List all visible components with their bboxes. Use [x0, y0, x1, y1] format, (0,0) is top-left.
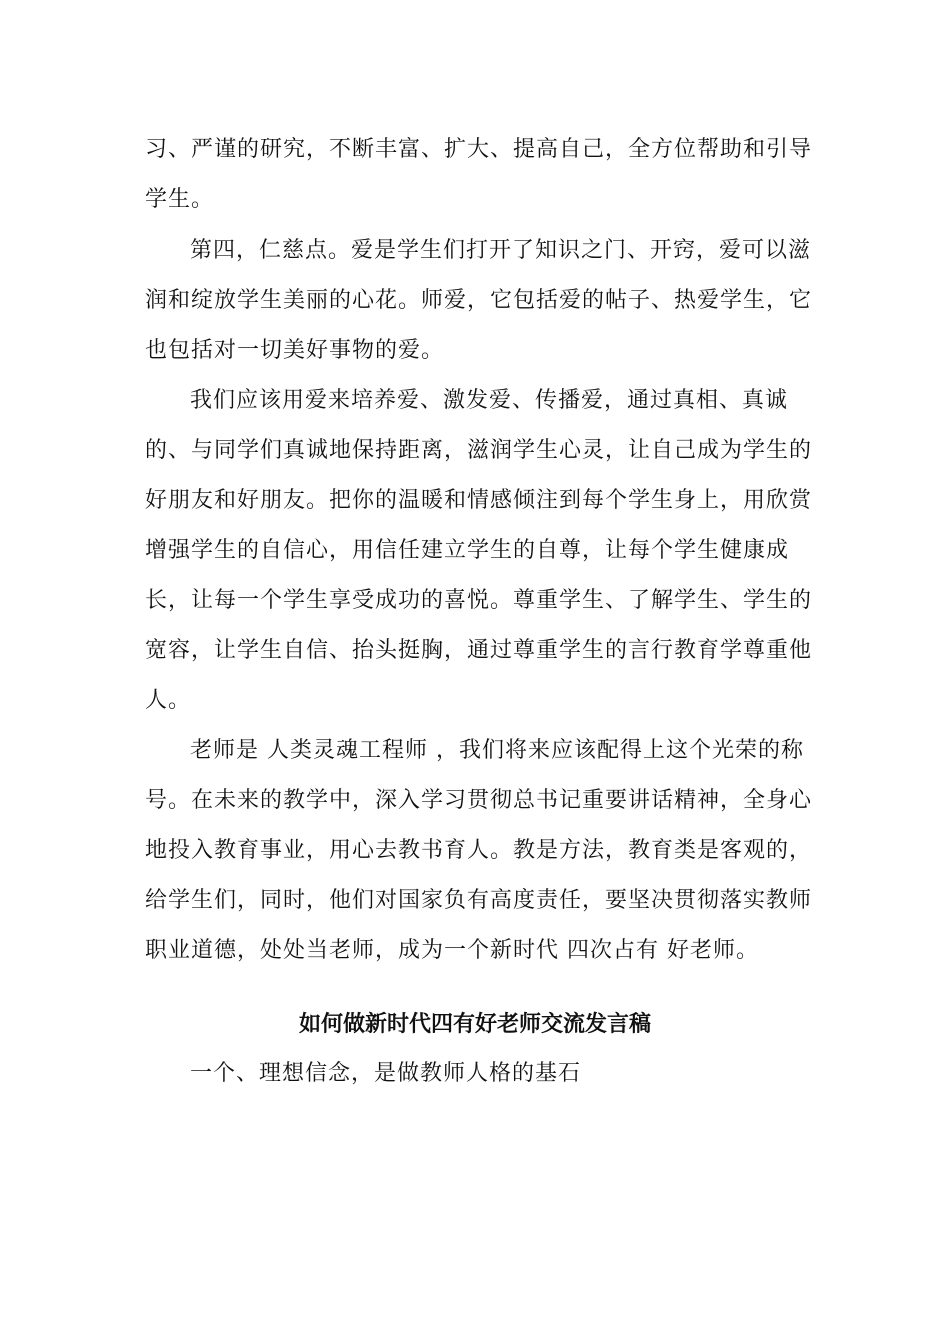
paragraph-line: 地投入教育事业，用心去教书育人。教是方法，教育类是客观的， — [145, 838, 813, 863]
section-subheading: 一个、理想信念，是做教师人格的基石 — [190, 1061, 582, 1086]
section-heading: 如何做新时代四有好老师交流发言稿 — [298, 1012, 651, 1037]
paragraph-line: 好朋友和好朋友。把你的温暖和情感倾注到每个学生身上，用欣赏 — [145, 488, 813, 513]
paragraph-line: 号。在未来的教学中，深入学习贯彻总书记重要讲话精神，全身心 — [145, 788, 813, 813]
paragraph-line: 我们应该用爱来培养爱、激发爱、传播爱，通过真相、真诚 — [190, 388, 789, 413]
paragraph-line: 也包括对一切美好事物的爱。 — [145, 338, 445, 363]
paragraph-line: 第四，仁慈点。爱是学生们打开了知识之门、开窍，爱可以滋 — [190, 238, 812, 263]
paragraph-line: 给学生们，同时，他们对国家负有高度责任，要坚决贯彻落实教师 — [145, 888, 813, 913]
paragraph-line: 职业道德，处处当老师，成为一个新时代 四次占有 好老师。 — [145, 938, 759, 963]
paragraph-line: 习、严谨的研究，不断丰富、扩大、提高自己，全方位帮助和引导 — [145, 137, 813, 162]
paragraph-line: 润和绽放学生美丽的心花。师爱，它包括爱的帖子、热爱学生，它 — [145, 288, 813, 313]
paragraph-line: 增强学生的自信心，用信任建立学生的自尊，让每个学生健康成 — [145, 538, 790, 563]
paragraph-line: 的、与同学们真诚地保持距离，滋润学生心灵，让自己成为学生的 — [145, 438, 813, 463]
paragraph-line: 学生。 — [145, 187, 215, 212]
paragraph-line: 老师是 人类灵魂工程师 ，我们将来应该配得上这个光荣的称 — [190, 738, 804, 763]
paragraph-line: 人。 — [145, 688, 192, 713]
paragraph-line: 长，让每一个学生享受成功的喜悦。尊重学生、了解学生、学生的 — [145, 588, 813, 613]
paragraph-line: 宽容，让学生自信、抬头挺胸，通过尊重学生的言行教育学尊重他 — [145, 638, 813, 663]
